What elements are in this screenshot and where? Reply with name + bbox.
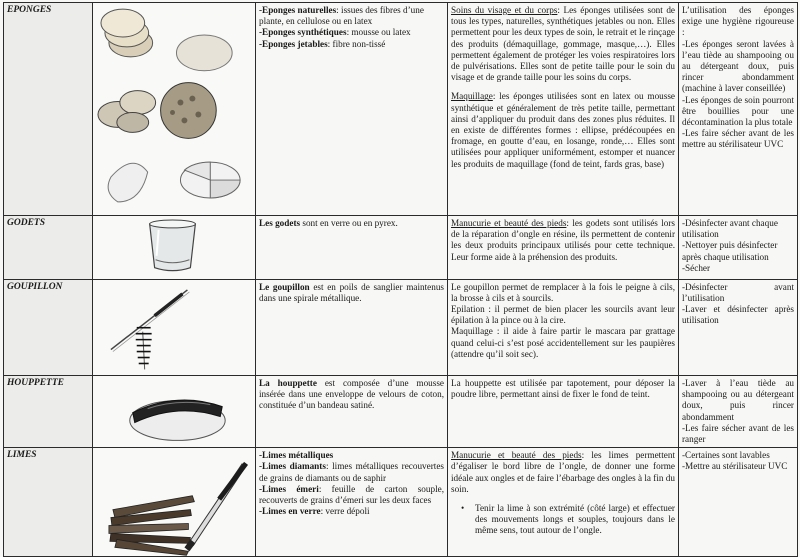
description-cell: Les godets sont en verre ou en pyrex. — [256, 216, 448, 280]
description-cell: -Limes métalliques -Limes diamants: limes métalliques recouvertes de grains de diamants ou de saphir -Limes émeri: feuille de carton souple, recouverts de grains d’émeri sur les deux faces -Limes en verre: verre dépoli — [256, 448, 448, 556]
hygiene-cell: -Désinfecter avant chaque utilisation -Nettoyer puis désinfecter après chaque utilisation -Sécher — [679, 216, 798, 280]
glass-godet-illustration — [93, 216, 255, 279]
hygiene-cell: -Désinfecter avant l’utilisation -Laver et désinfecter après utilisation — [679, 279, 798, 375]
usage-cell: Manucurie et beauté des pieds: les godets sont utilisés lors de la réparation d’ongle en résine, ils permettent de contenir les deux produits principaux utilisés pour cette technique. Leur forme aide à la préhension des produits. — [448, 216, 679, 280]
usage-cell: Le goupillon permet de remplacer à la fois le peigne à cils, la brosse à cils et à sourcils. Epilation : il permet de bien placer les sourcils avant leur épilation à la pince ou à la cire. Maquillage : il aide à faire partir le mascara par grattage quand celui-ci s’est posé accidentellement sur les paupières (attendre qu’il soit sec). — [448, 279, 679, 375]
image-cell — [93, 279, 256, 375]
category-cell: GODETS — [4, 216, 93, 280]
equipment-table — [3, 2, 798, 557]
usage-cell: Soins du visage et du corps: Les éponges utilisées sont de tous les types, naturelles, synthétiques jetables ou non. Elles permettent pour les deux types de soin, le retrait et le rinçage des produits (démaquillage, gommage, masque,…). Elles permettent également de protéger les voies respiratoires lors de pulvérisations. Elles sont de petite taille pour le soin du visage et de grande taille pour les soins du corps. Maquillage: les éponges utilisées sont en latex ou mousse synthétique et généralement de très petite taille, permettant ainsi d’appliquer du produit dans des zones plus réduites. Il en existe de différentes formes : ellipse, prédécoupées en fromage, en goutte d’eau, en losange, ronde,… Elles sont utilisées pour appliquer uniformément, estomper et nuancer les produits de maquillage (fond de teint, fards gras, base) — [448, 3, 679, 216]
image-cell — [93, 3, 256, 216]
usage-cell: Manucurie et beauté des pieds: les limes permettent d’égaliser le bord libre de l’ongle, de donner une forme idéale aux ongles et de faire l’ébarbage des ongles à la fin du soin. • Tenir la lime à son extrémité (côté large) et effectuer des mouvements longs et souples, toujours dans le même sens, tout autour de l’ongle. — [448, 448, 679, 556]
table-row-goupillon — [4, 279, 798, 375]
hygiene-cell: L’utilisation des éponges exige une hygiène rigoureuse : -Les éponges seront lavées à l’eau tiède au shampooing ou au détergeant doux, puis rincer abondamment (machine à laver conseillée) -Les éponges de soin pourront être bouillies pour une décontamination la plus totale -Les faire sécher avant de les mettre au stérilisateur UVC — [679, 3, 798, 216]
category-cell: GOUPILLON — [4, 279, 93, 375]
description-cell: -Eponges naturelles: issues des fibres d’une plante, en cellulose ou en latex -Eponges synthétiques: mousse ou latex -Eponges jetables: fibre non-tissé — [256, 3, 448, 216]
table-row-limes — [4, 448, 798, 556]
hygiene-cell: -Certaines sont lavables -Mettre au stérilisateur UVC — [679, 448, 798, 556]
image-cell — [93, 448, 256, 556]
category-cell: LIMES — [4, 448, 93, 556]
hygiene-cell: -Laver à l’eau tiède au shampooing ou au détergeant doux, puis rincer abondamment -Les faire sécher avant de les ranger — [679, 376, 798, 448]
powder-puff-illustration — [93, 376, 255, 447]
category-cell: HOUPPETTE — [4, 376, 93, 448]
sponges-illustration — [93, 3, 255, 215]
table-row-godets — [4, 216, 798, 280]
list-item: • Tenir la lime à son extrémité (côté large) et effectuer des mouvements longs et souples, toujours dans le même sens, tout autour de l’ongle. — [461, 503, 675, 536]
description-cell: Le goupillon est en poils de sanglier maintenus dans une spirale métallique. — [256, 279, 448, 375]
table-row-eponges — [4, 3, 798, 216]
spoolie-brush-illustration — [93, 280, 255, 375]
usage-cell: La houppette est utilisée par tapotement, pour déposer la poudre libre, permettant ainsi de fixer le fond de teint. — [448, 376, 679, 448]
image-cell — [93, 376, 256, 448]
category-cell: EPONGES — [4, 3, 93, 216]
image-cell — [93, 216, 256, 280]
description-cell: La houppette est composée d’une mousse insérée dans une enveloppe de velours de coton, constituée d’un bandeau satiné. — [256, 376, 448, 448]
nail-files-illustration — [93, 448, 255, 555]
table-row-houppette — [4, 376, 798, 448]
bullet-icon: • — [461, 503, 465, 514]
